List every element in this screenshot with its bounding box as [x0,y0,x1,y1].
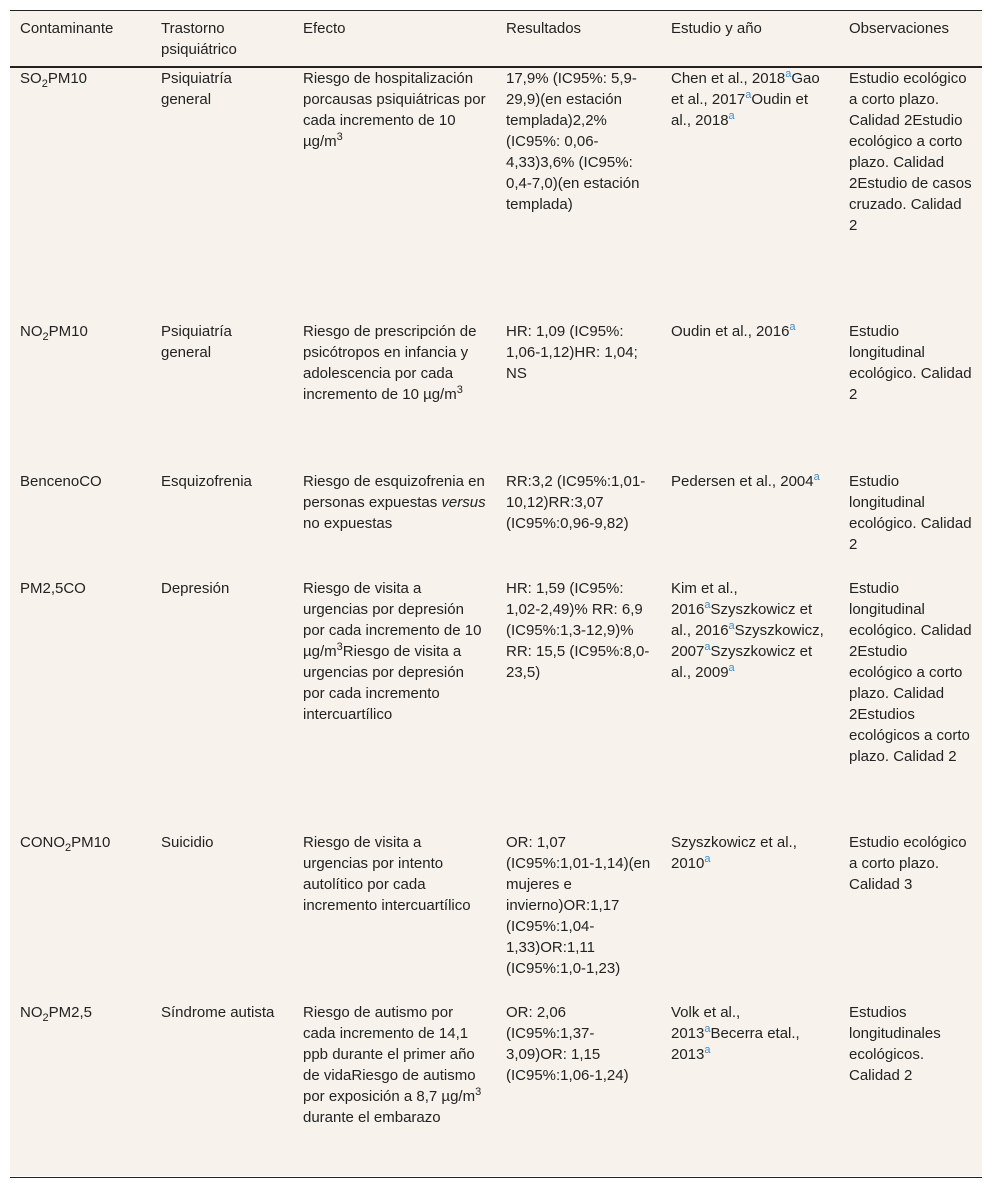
table-row [10,832,982,1002]
table-header [10,11,982,68]
cell-resultados: HR: 1,59 (IC95%: 1,02-2,49)% RR: 6,9 (IC95%:1,3-12,9)% RR: 15,5 (IC95%:8,0-23,5) [506,580,650,681]
cell-contaminante: $NO_2PM10$ [20,323,88,343]
reference-link[interactable]: a [785,68,792,80]
cell-efecto: Riesgo de visita a urgencias por depresión por cada incremento de 10 $\mu g/m^3Riesgo$ de visita a urgencias por depresión por cada incremento intercuartílico [303,580,482,723]
cell-observaciones: Estudio longitudinal ecológico. Calidad 2 [849,473,972,553]
header-contaminante: Contaminante [20,20,114,37]
table-row [10,67,982,321]
cell-trastorno: Psiquiatría general [161,70,232,108]
reference-link[interactable]: a [704,1044,711,1056]
cell-contaminante: PM2,5CO [20,580,86,597]
cell-efecto: Riesgo de visita a urgencias por intento autolítico por cada incremento intercuartílico [303,834,471,914]
cell-estudio: Kim et al., 2016$^a$Szyszkowicz et al., 2016$^a$Szyszkowicz, 2007$^a$Szyszkowicz et al., 2009$^a$ [671,580,824,681]
reference-link[interactable]: a [728,110,735,122]
cell-trastorno: Esquizofrenia [161,473,252,490]
cell-observaciones: Estudios longitudinales ecológicos. Calidad 2 [849,1004,941,1084]
reference-link[interactable]: a [704,853,711,865]
cell-contaminante: BencenoCO [20,473,102,490]
cell-observaciones: Estudio ecológico a corto plazo. Calidad 3 [849,834,967,893]
reference-link[interactable]: a [728,662,735,674]
header-row [10,11,982,68]
cell-efecto: Riesgo de hospitalización porcausas psiquiátricas por cada incremento de 10 $\mu g/m^3$ [303,70,486,150]
table-row [10,1002,982,1177]
header-resultados: Resultados [506,20,582,37]
cell-contaminante: $NO_2PM2,5$ [20,1004,92,1024]
cell-estudio: Szyszkowicz et al., 2010$^a$ [671,834,797,872]
cell-trastorno: Suicidio [161,834,214,851]
header-observaciones: Observaciones [849,20,950,37]
cell-resultados: HR: 1,09 (IC95%: 1,06-1,12)HR: 1,04; NS [506,323,638,382]
header-trastorno: Trastorno psiquiátrico [161,20,237,58]
cell-resultados: OR: 1,07 (IC95%:1,01-1,14)(en mujeres e invierno)OR:1,17 (IC95%:1,04-1,33)OR:1,11 (IC95%:1,0-1,23) [506,834,651,977]
cell-estudio: Pedersen et al., 2004$^a$ [671,471,820,490]
table-row [10,578,982,832]
cell-resultados: OR: 2,06 (IC95%:1,37-3,09)OR: 1,15 (IC95%:1,06-1,24) [506,1004,629,1084]
cell-trastorno: Depresión [161,580,230,597]
reference-link[interactable]: a [704,599,711,611]
pollutants-psychiatric-table [10,10,982,1178]
cell-observaciones: Estudio ecológico a corto plazo. Calidad 2Estudio ecológico a corto plazo. Calidad 2Estudio de casos cruzado. Calidad 2 [849,70,972,234]
cell-observaciones: Estudio longitudinal ecológico. Calidad 2Estudio ecológico a corto plazo. Calidad 2Estudios ecológicos a corto plazo. Calidad 2 [849,580,972,765]
cell-estudio: Oudin et al., 2016$^a$ [671,321,796,340]
cell-efecto: Riesgo de autismo por cada incremento de 14,1 ppb durante el primer año de vidaRiesgo de autismo por exposición a 8,7 $\mu g/m^3$ durante el embarazo [303,1004,482,1126]
cell-resultados: RR:3,2 (IC95%:1,01-10,12)RR:3,07 (IC95%:0,96-9,82) [506,473,646,532]
cell-efecto: Riesgo de esquizofrenia en personas expuestas versus no expuestas [303,473,486,532]
header-efecto: Efecto [303,20,346,37]
reference-link[interactable]: a [745,89,752,101]
reference-link[interactable]: a [728,620,735,632]
reference-link[interactable]: a [704,1023,711,1035]
reference-link[interactable]: a [704,641,711,653]
table-row [10,321,982,471]
reference-link[interactable]: a [813,471,820,483]
cell-contaminante: $CONO_2PM10$ [20,834,111,854]
cell-observaciones: Estudio longitudinal ecológico. Calidad 2 [849,323,972,403]
data-table-container [10,10,982,1176]
cell-trastorno: Psiquiatría general [161,323,232,361]
header-estudio: Estudio y año [671,20,762,37]
cell-resultados: 17,9% (IC95%: 5,9-29,9)(en estación templada)2,2% (IC95%: 0,06-4,33)3,6% (IC95%: 0,4-7,0)(en estación templada) [506,70,640,213]
cell-estudio: Chen et al., 2018$^a$Gao et al., 2017$^a$Oudin et al., 2018$^a$ [671,68,820,129]
cell-contaminante: $SO_2PM10$ [20,70,87,90]
cell-efecto: Riesgo de prescripción de psicótropos en infancia y adolescencia por cada incremento de 10 $\mu g/m^3$ [303,323,477,403]
cell-estudio: Volk et al., 2013$^a$Becerra etal., 2013$^a$ [671,1004,800,1063]
reference-link[interactable]: a [789,321,796,333]
cell-trastorno: Síndrome autista [161,1004,275,1021]
table-row [10,471,982,578]
table-body [10,67,982,1177]
